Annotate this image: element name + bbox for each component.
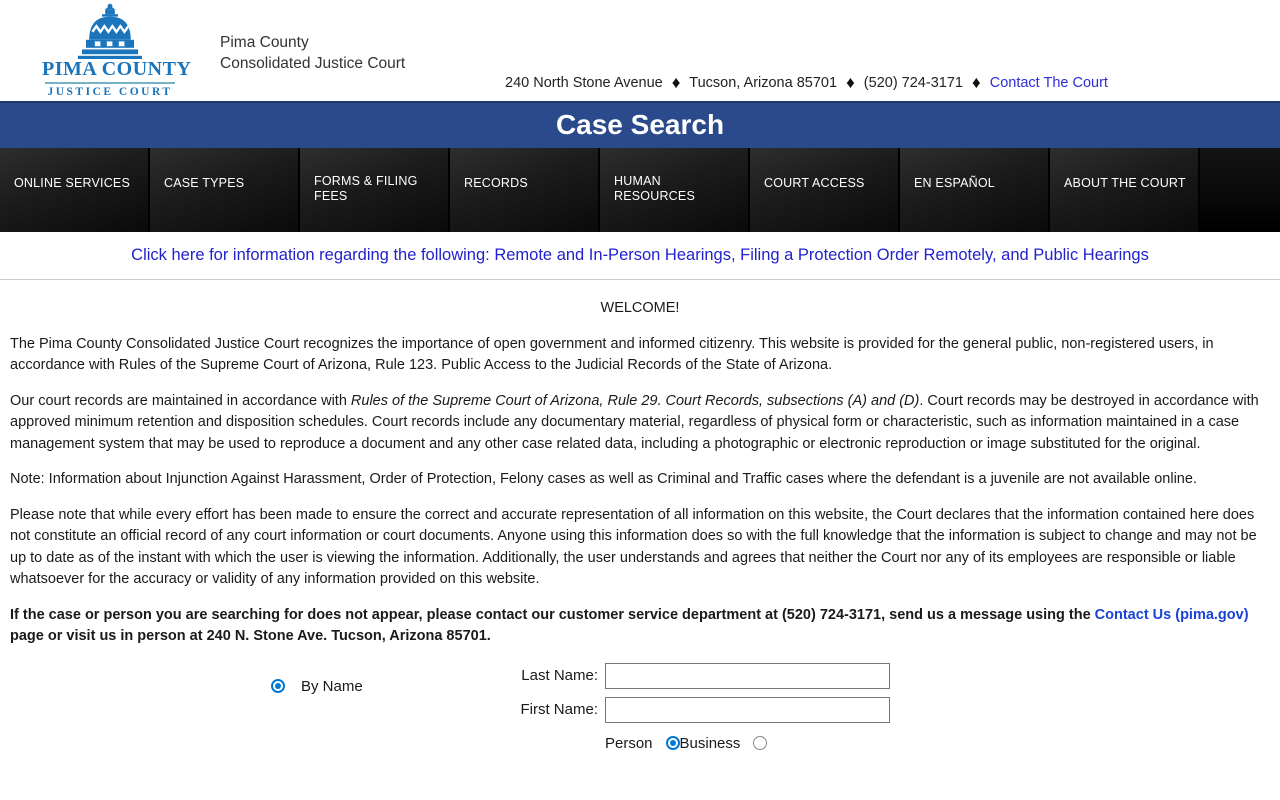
logo-subtitle: JUSTICE COURT bbox=[47, 86, 173, 98]
diamond-separator-icon: ♦ bbox=[671, 73, 681, 92]
last-name-row bbox=[10, 663, 890, 689]
name-fields bbox=[10, 663, 890, 755]
diamond-separator-icon: ♦ bbox=[972, 73, 981, 92]
capitol-dome-icon bbox=[70, 3, 150, 59]
by-name-label[interactable]: By Name bbox=[301, 677, 363, 695]
contact-note-paragraph: If the case or person you are searching for does not appear, please contact our customer service department at (520) 724-3171, send us a message using the Contact Us (pima.gov) page or visit us in person at 240 N. Stone Ave. Tucson, Arizona 85701. bbox=[10, 606, 1249, 644]
site-header bbox=[0, 0, 1280, 101]
first-name-row bbox=[10, 697, 890, 723]
intro-paragraph: The Pima County Consolidated Justice Court recognizes the importance of open government and informed citizenry. This website is provided for the general public, non-registered users, in accordance with Rules of the Supreme Court of Arizona, Rule 123. Public Access to the Judicial Records of the State of Arizona. bbox=[10, 335, 1214, 373]
person-radio[interactable] bbox=[666, 736, 680, 750]
welcome-heading: WELCOME! bbox=[600, 300, 680, 316]
last-name-input[interactable] bbox=[605, 663, 890, 689]
nav-item-court-access[interactable]: COURT ACCESS bbox=[750, 148, 898, 232]
business-radio[interactable] bbox=[753, 736, 767, 750]
nav-item-online-services[interactable]: ONLINE SERVICES bbox=[0, 148, 148, 232]
nav-item-human-resources[interactable]: HUMAN RESOURCES bbox=[600, 148, 748, 232]
case-search-form bbox=[10, 663, 1270, 759]
main-nav bbox=[0, 148, 1280, 232]
contact-the-court-link[interactable]: Contact The Court bbox=[989, 75, 1108, 91]
site-title-line2: Consolidated Justice Court bbox=[220, 55, 406, 72]
address-line bbox=[505, 72, 1108, 92]
nav-item-en-espanol[interactable]: EN ESPAÑOL bbox=[900, 148, 1048, 232]
notice-bar bbox=[0, 232, 1280, 280]
note-paragraph: Note: Information about Injunction Against Harassment, Order of Protection, Felony cases as well as Criminal and Traffic cases where the defendant is a juvenile are not available online. bbox=[10, 471, 1197, 487]
rule-29-citation: Rules of the Supreme Court of Arizona, Rule 29. Court Records, subsections (A) and (D) bbox=[350, 392, 920, 409]
city-state-zip: Tucson, Arizona 85701 bbox=[689, 75, 838, 91]
page-title: Case Search bbox=[555, 109, 725, 140]
last-name-label: Last Name: bbox=[521, 666, 598, 684]
person-label: Person bbox=[605, 734, 653, 752]
first-name-input[interactable] bbox=[605, 697, 890, 723]
site-title-line1: Pima County bbox=[220, 34, 309, 51]
phone-number: (520) 724-3171 bbox=[863, 75, 963, 91]
main-content bbox=[0, 298, 1280, 759]
disclaimer-paragraph: Please note that while every effort has been made to ensure the correct and accurate representation of all information on this website, the Court declares that the information contained here does not constitute an official record of any court information or court documents. Anyone using this information does so with the full knowledge that the information is subject to change and may not be up to date as of the instant with which the user is viewing the information. Additionally, the user understands and agrees that neither the Court nor any of its employees are responsible or liable whatsoever for the accuracy or validity of any information provided on this website. bbox=[10, 506, 1257, 587]
entity-type-row bbox=[605, 733, 890, 755]
first-name-label: First Name: bbox=[520, 700, 598, 718]
page-title-banner bbox=[0, 101, 1280, 148]
nav-item-about-the-court[interactable]: ABOUT THE COURT bbox=[1050, 148, 1198, 232]
site-title bbox=[220, 32, 405, 74]
contact-us-link[interactable]: Contact Us (pima.gov) bbox=[1094, 606, 1249, 623]
business-label: Business bbox=[679, 734, 741, 752]
nav-item-forms-filing-fees[interactable]: FORMS & FILING FEES bbox=[300, 148, 448, 232]
hearings-info-link[interactable]: Click here for information regarding the following: Remote and In-Person Hearings, Filing a Protection Order Remotely, and Public Hearings bbox=[131, 246, 1149, 264]
street-address: 240 North Stone Avenue bbox=[505, 75, 663, 91]
court-logo[interactable] bbox=[42, 3, 192, 98]
logo-divider bbox=[45, 82, 175, 84]
records-paragraph: Our court records are maintained in accordance with Rules of the Supreme Court of Arizona, Rule 29. Court Records, subsections (A) and (D). Court records may be destroyed in accordance with approved minimum retention and disposition schedules. Court records include any documentary material, regardless of physical form or characteristic, such as information maintained in a case management system that may be used to reproduce a document and any other case related data, including a photographic or electronic reproduction or image substituted for the original. bbox=[10, 392, 1259, 452]
nav-filler bbox=[1200, 148, 1280, 232]
nav-item-case-types[interactable]: CASE TYPES bbox=[150, 148, 298, 232]
diamond-separator-icon: ♦ bbox=[846, 73, 855, 92]
logo-title: PIMA COUNTY bbox=[42, 58, 192, 80]
nav-item-records[interactable]: RECORDS bbox=[450, 148, 598, 232]
